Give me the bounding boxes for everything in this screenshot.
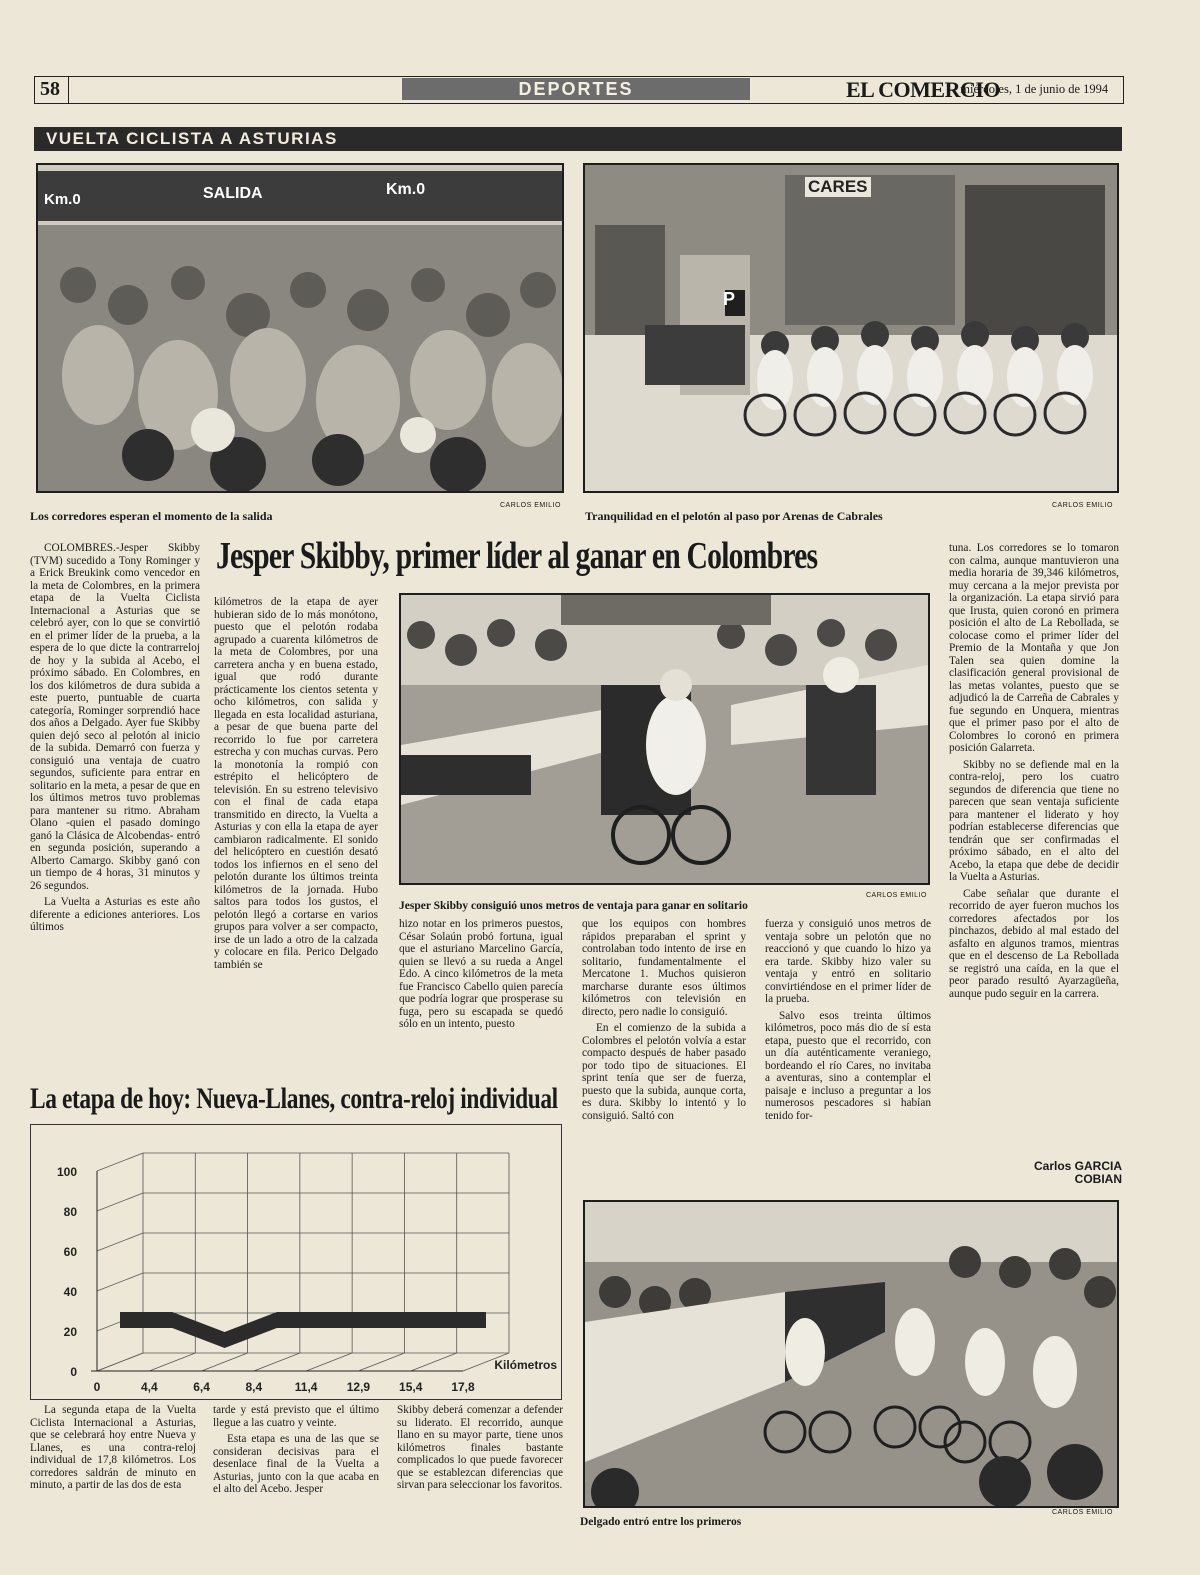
y-tick-label: 40 [63, 1285, 77, 1299]
y-gridline-depth [97, 1273, 143, 1291]
x-gridline-depth [411, 1353, 457, 1371]
page-number: 58 [40, 78, 60, 100]
banner-km-right: Km.0 [386, 181, 426, 198]
start-crowd-illustration [38, 165, 562, 491]
y-tick-label: 80 [63, 1205, 77, 1219]
paragraph: Cabe señalar que durante el recorrido de ayer fueron muchos los corredores afectados por los pinchazos, debido al mal estado del asfalto en algunos tramos, mientras que en el descenso de La Rebollada se registró una caída, en la que el peor parado resultó Ayarzagüeña, aunque pudo seguir en la carrera. [949, 887, 1119, 1000]
byline-surname: COBIAN [1074, 1172, 1122, 1186]
article-column-6 [949, 542, 1119, 1000]
issue-date: . miércoles, 1 de junio de 1994 [954, 82, 1109, 96]
x-tick-label: 12,9 [346, 1380, 371, 1394]
photo-delgado [583, 1200, 1119, 1508]
article-column-5 [765, 918, 931, 1122]
paragraph: tarde y está previsto que el último llegue a las cuatro y veinte. [213, 1404, 379, 1429]
stage-column-1 [30, 1404, 196, 1492]
paragraph: La Vuelta a Asturias es este año diferente a ediciones anteriores. Los últimos [30, 896, 200, 933]
section-label: DEPORTES [402, 78, 750, 100]
sign-cares: CARES [805, 177, 871, 197]
photo-credit: CARLOS EMILIO [1052, 1509, 1113, 1516]
header-divider [68, 76, 69, 104]
article-column-3 [399, 918, 563, 1031]
village-peloton-illustration [585, 165, 1117, 491]
stage-column-2 [213, 1404, 379, 1496]
byline [1034, 1160, 1122, 1186]
x-tick-label: 6,4 [193, 1380, 210, 1394]
article-column-4 [582, 918, 746, 1122]
paragraph: Skibby no se defiende mal en la contra-reloj, pero los cuatro segundos de diferencia que tiene no parecen que sean ventaja suficiente para mantener el liderato y hoy podrían establecerse diferencias que tendrán que ser confirmadas el próximo sábado, en el alto del Acebo, la etapa que debe de decidir la Vuelta a Asturias. [949, 758, 1119, 883]
x-tick-label: 15,4 [399, 1380, 423, 1394]
paragraph: Esta etapa es una de las que se consideran decisivas para el desenlace final de la Vuelta a Asturias, junto con la que acaba en el alto del Acebo. Jesper [213, 1433, 379, 1495]
photo-caption: Los corredores esperan el momento de la salida [30, 509, 273, 523]
x-gridline-depth [149, 1353, 195, 1371]
photo-credit: CARLOS EMILIO [866, 892, 927, 899]
photo-caption: Delgado entró entre los primeros [580, 1516, 742, 1528]
paragraph: tuna. Los corredores se lo tomaron con calma, aunque mantuvieron una media horaria de 39,346 kilómetros, muy cercana a la mejor prevista por la organización. La etapa sirvió para que Irusta, quien coronó en primera posición el alto de La Rebollada, se colocase como el primer líder del Premio de la Montaña y que Jon Talen sea quien domine la clasificación general provisional de las metas volantes, puesto que se adjudicó la de Carreña de Cabrales y fue segundo en Unquera, mientras que el primer paso por el alto de Colombres lo coronó en primera posición Galarreta. [949, 542, 1119, 754]
x-tick-label: 4,4 [140, 1380, 158, 1394]
paragraph: Salvo esos treinta últimos kilómetros, poco más dio de sí esta etapa, puesto que el recorrido, con un día auténticamente veraniego, bordeando el río Cares, no invitaba a aventuras, sino a contemplar el paisaje e incluso a preguntar a los numerosos pescadores si habían tenido for- [765, 1009, 931, 1122]
paragraph: En el comienzo de la subida a Colombres el pelotón volvía a estar compacto después de haber pasado por todo tipo de situaciones. El sprint tenía que ser de fuerza, puesto que la subida, aunque corta, es dura. Skibby lo intentó y lo consiguió. Saltó con [582, 1022, 746, 1122]
stage-profile-chart [30, 1124, 562, 1400]
newspaper-name: EL COMERCIO [846, 77, 1001, 102]
paragraph: La segunda etapa de la Vuelta Ciclista Internacional a Asturias, que se celebrará hoy entre Nueva y Llanes, es una contra-reloj individual de 17,8 kilómetros. Los corredores saldrán de minuto en minuto, a partir de las dos de esta [30, 1404, 196, 1491]
x-axis-label: Kilómetros [494, 1358, 557, 1372]
paragraph: fuerza y consiguió unos metros de ventaja sobre un pelotón que no reaccionó y que cuando lo hizo ya era tarde. Skibby hizo valer su ventaja y entró en solitario convirtiéndose en el primer líder de la prueba. [765, 918, 931, 1005]
x-tick-label: 0 [93, 1380, 101, 1394]
y-gridline-depth [97, 1233, 143, 1251]
y-tick-label: 60 [63, 1245, 77, 1259]
x-gridline-depth [358, 1353, 404, 1371]
photo-credit: CARLOS EMILIO [1052, 502, 1113, 509]
sprint-illustration [585, 1202, 1117, 1506]
sign-parking: P [723, 289, 736, 309]
photo-skibby-finish [399, 593, 930, 885]
x-tick-label: 17,8 [451, 1380, 475, 1394]
article-column-1 [30, 542, 200, 934]
y-tick-label: 0 [70, 1365, 77, 1379]
profile-band [120, 1312, 486, 1348]
stage-column-3 [397, 1404, 563, 1492]
photo-arenas-de-cabrales [583, 163, 1119, 493]
photo-start-line [36, 163, 564, 493]
x-gridline-depth [97, 1353, 143, 1371]
paragraph: COLOMBRES.-Jesper Skibby (TVM) sucedido a Tony Rominger y a Erick Breukink como vencedor en la meta de Colombres, en la primera etapa de la Vuelta Ciclista Internacional a Asturias que se celebró ayer, con lo que se convirtió en el primer líder de la prueba, a la espera de lo que dicte la contrarreloj de hoy y la subida al Acebo, el próximo sábado. En Colombres, en los dos kilómetros de dura subida a este puerto, puntuable de cuarta categoría, Rominger sorprendió hace dos años a Delgado. Ayer fue Skibby quien dejó seco al pelotón al inicio de la subida. Demarró con fuerza y consiguió una ventaja de cuatro segundos, suficiente para entrar en solitario en la meta, a pesar de que en los últimos metros tuvo problemas para mantener su ritmo. Abraham Olano -quien el pasado domingo ganó la Clásica de Alcobendas- entró en segunda posición, superando a Alberto Camargo. Skibby ganó con un tiempo de 4 horas, 31 minutos y 26 segundos. [30, 542, 200, 892]
x-gridline-depth [254, 1353, 300, 1371]
y-tick-label: 100 [56, 1165, 77, 1179]
paragraph: Skibby deberá comenzar a defender su liderato. El recorrido, aunque llano en su mayor parte, tiene unos kilómetros finales bastante complicados lo que puede favorecer que se establezcan diferencias que sirvan para seleccionar los favoritos. [397, 1404, 563, 1491]
y-gridline-depth [97, 1193, 143, 1211]
article-column-2 [214, 596, 378, 971]
main-headline: Jesper Skibby, primer líder al ganar en Colombres [216, 535, 818, 577]
y-gridline-depth [97, 1153, 143, 1171]
paragraph: que los equipos con hombres rápidos preparaban el sprint y controlaban todo intento de irse en solitario, fundamentalmente el Mercatone 1. Muchos quisieron marcharse durante esos últimos kilómetros con televisión en directo, pero nadie lo consiguió. [582, 918, 746, 1018]
paragraph: kilómetros de la etapa de ayer hubieran sido de lo más monótono, puesto que el pelotón rodaba agrupado a cuarenta kilómetros de la meta de Colombres, por una carretera ancha y en buena estado, igual que rodó durante prácticamente los cientos setenta y ocho kilómetros, con salida y llegada en esta localidad asturiana, a pesar de que buena parte del recorrido lo fue por carretera estrecha y con muchas curvas. Pero la monotonía la rompió con estrépito el helicóptero de televisión. En su estreno televisivo con el final de cada etapa transmitido en directo, la Vuelta a Asturias y con ella la etapa de ayer cambiaron radicalmente. El sonido del helicóptero en cuestión desató todos los infiernos en el seno del pelotón durante los últimos treinta kilómetros de la jornada. Hubo saltos para todos los gustos, el pelotón llegó a cortarse en varios grupos para volver a ser compacto, irse de un lado a otro de la calzada y colocare en fila. Perico Delgado también se [214, 596, 378, 971]
stage-headline: La etapa de hoy: Nueva-Llanes, contra-reloj individual [30, 1082, 558, 1115]
profile-chart-svg [31, 1125, 561, 1399]
banner-salida: SALIDA [203, 185, 263, 202]
x-tick-label: 8,4 [245, 1380, 263, 1394]
y-tick-label: 20 [63, 1325, 77, 1339]
byline-name: Carlos GARCIA [1033, 1159, 1122, 1173]
x-tick-label: 11,4 [294, 1380, 318, 1394]
x-gridline-depth [306, 1353, 352, 1371]
paragraph: hizo notar en los primeros puestos, César Solaún probó fortuna, igual que el asturiano Marcelino García, quien se llevó a su rueda a Angel Edo. A cinco kilómetros de la meta fue Francisco Cabello quien parecía que podría lograr que prosperase su fuga, pero su escapada se quedó sólo en un intento, puesto [399, 918, 563, 1030]
photo-credit: CARLOS EMILIO [500, 502, 561, 509]
banner-km-left: Km.0 [44, 191, 81, 208]
x-gridline-depth [202, 1353, 248, 1371]
series-title: VUELTA CICLISTA A ASTURIAS [34, 127, 1122, 151]
photo-caption: Jesper Skibby consiguió unos metros de ventaja para ganar en solitario [399, 900, 748, 912]
photo-caption: Tranquilidad en el pelotón al paso por Arenas de Cabrales [585, 509, 883, 523]
finish-line-illustration [401, 595, 928, 883]
